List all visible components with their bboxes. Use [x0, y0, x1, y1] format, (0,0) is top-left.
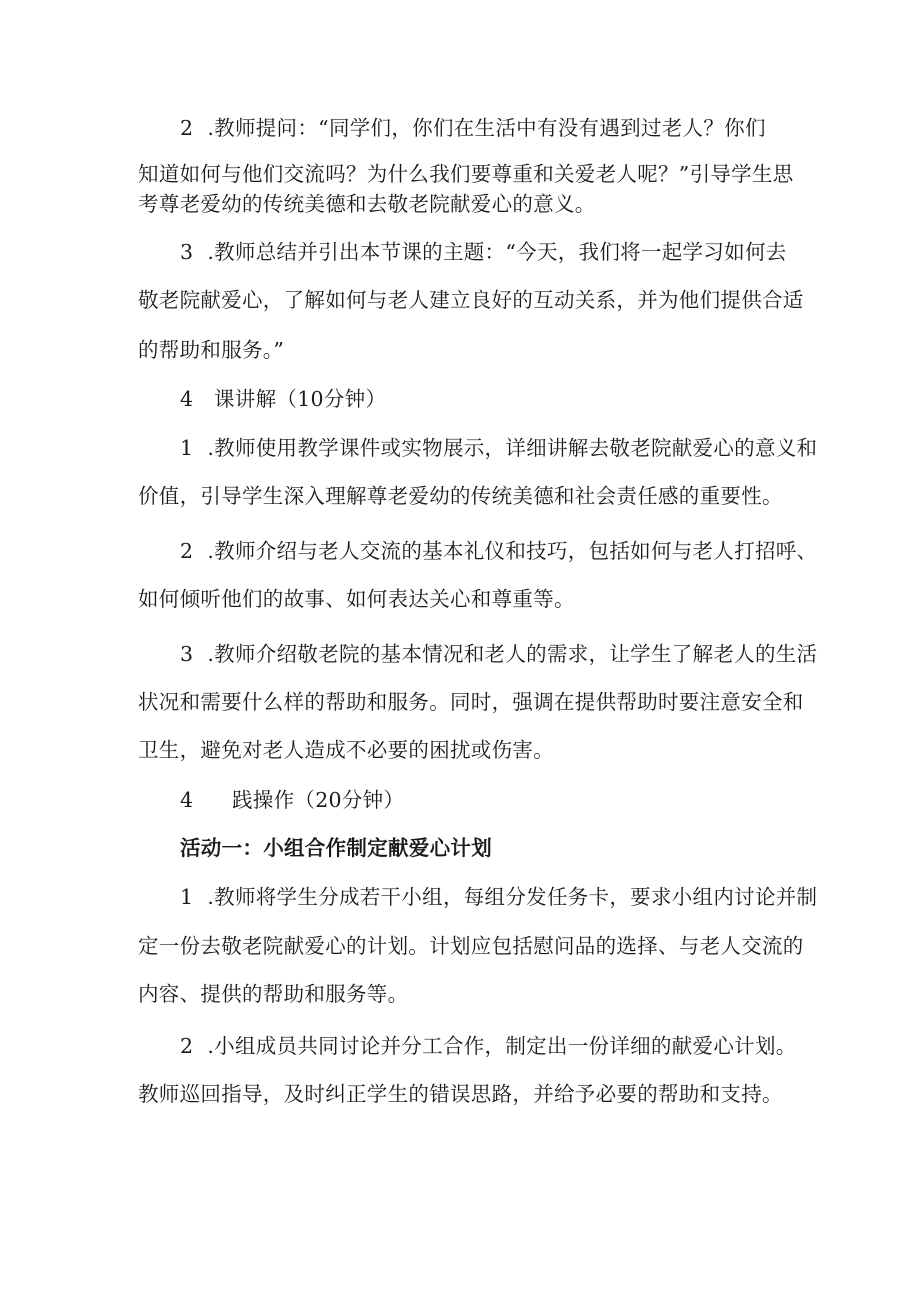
item-number: 3 — [180, 642, 194, 666]
paragraph-activity-2-line-1 — [180, 1032, 840, 1060]
section-heading-lecture — [180, 385, 840, 413]
paragraph-lecture-3-line-1 — [180, 640, 840, 668]
section-heading-practice — [180, 786, 840, 814]
paragraph-lecture-2-line-2: 如何倾听他们的故事、如何表达关心和尊重等。 — [138, 587, 575, 611]
paragraph-lecture-2-line-1 — [180, 537, 840, 565]
paragraph-intro-3-line-2: 敬老院献爱心，了解如何与老人建立良好的互动关系，并为他们提供合适 — [138, 288, 804, 312]
item-number: 3 — [180, 240, 194, 264]
activity-title: 活动一：小组合作制定献爱心计划 — [180, 836, 492, 860]
item-number: 1 — [180, 436, 194, 460]
section-title: 践操作（20分钟） — [232, 788, 405, 812]
paragraph-lecture-1-line-2: 价值，引导学生深入理解尊老爱幼的传统美德和社会责任感的重要性。 — [138, 484, 783, 508]
text-line: .小组成员共同讨论并分工合作，制定出一份详细的献爱心计划。 — [207, 1034, 797, 1058]
paragraph-activity-1-line-2: 定一份去敬老院献爱心的计划。计划应包括慰问品的选择、与老人交流的 — [138, 934, 804, 958]
item-number: 2 — [180, 539, 194, 563]
paragraph-lecture-1-line-1 — [180, 434, 840, 462]
paragraph-lecture-3-line-2: 状况和需要什么样的帮助和服务。同时，强调在提供帮助时要注意安全和 — [138, 690, 804, 714]
text-line: .教师总结并引出本节课的主题：“今天，我们将一起学习如何去 — [207, 240, 787, 264]
text-line: .教师介绍敬老院的基本情况和老人的需求，让学生了解老人的生活 — [207, 642, 818, 666]
paragraph-intro-3-line-3: 的帮助和服务。” — [138, 338, 285, 362]
paragraph-intro-2-line-1 — [180, 114, 840, 142]
paragraph-intro-2-line-2: 知道如何与他们交流吗？为什么我们要尊重和关爱老人呢？”引导学生思 — [138, 162, 794, 186]
text-line: .教师介绍与老人交流的基本礼仪和技巧，包括如何与老人打招呼、 — [207, 539, 818, 563]
paragraph-intro-3-line-1 — [180, 238, 840, 266]
item-number: 2 — [180, 116, 194, 140]
text-line: .教师将学生分成若干小组，每组分发任务卡，要求小组内讨论并制 — [207, 885, 818, 909]
paragraph-activity-1-line-3: 内容、提供的帮助和服务等。 — [138, 982, 409, 1006]
item-number: 1 — [180, 885, 194, 909]
section-title: 课讲解（10分钟） — [214, 387, 387, 411]
paragraph-activity-1-line-1 — [180, 883, 840, 911]
section-number: 4 — [180, 387, 194, 411]
paragraph-lecture-3-line-3: 卫生，避免对老人造成不必要的困扰或伤害。 — [138, 738, 554, 762]
paragraph-activity-2-line-2: 教师巡回指导，及时纠正学生的错误思路，并给予必要的帮助和支持。 — [138, 1082, 783, 1106]
text-line: .教师使用教学课件或实物展示，详细讲解去敬老院献爱心的意义和 — [207, 436, 818, 460]
section-number: 4 — [180, 788, 194, 812]
text-line: .教师提问：“同学们，你们在生活中有没有遇到过老人？你们 — [207, 116, 766, 140]
item-number: 2 — [180, 1034, 194, 1058]
paragraph-intro-2-line-3: 考尊老爱幼的传统美德和去敬老院献爱心的意义。 — [138, 192, 596, 216]
